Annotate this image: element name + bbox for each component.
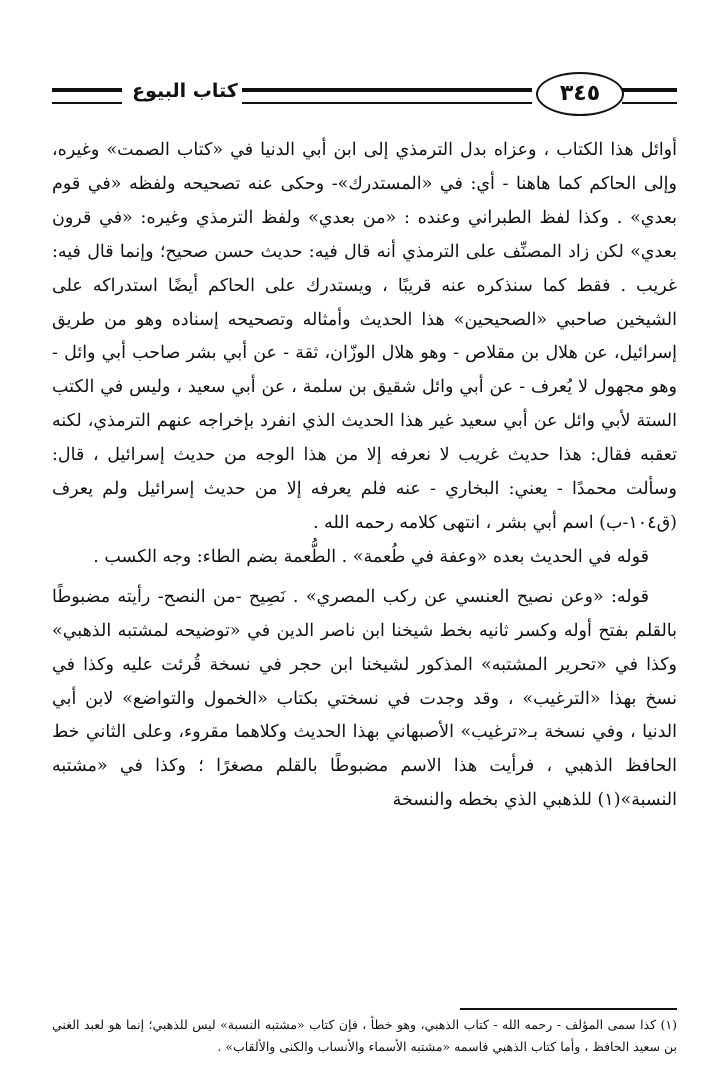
- paragraph-1: أوائل هذا الكتاب ، وعزاه بدل الترمذي إلى ابن أبي الدنيا في «كتاب الصمت» وغيره، وإلى الحاكم كما هاهنا - أي: في «المستدرك»- وحكى عنه تصحيحه ولفظه «في قوم بعدي» . وكذا لفظ الطبراني وعنده : «من بعدي» ولفظ الترمذي وغيره: «في قرون بعدي» لكن زاد المصنِّف على الترمذي أنه قال فيه: حديث حسن صحيح؛ وإنما قال فيه: غريب . فقط كما سنذكره عنه قريبًا ، ويستدرك على الحاكم أيضًا استدراكه على الشيخين صاحبي «الصحيحين» هذا الحديث وأمثاله وتصحيحه إسناده وهو من طريق إسرائيل، عن هلال بن مقلاص - وهو هلال الوزّان، ثقة - عن أبي بشر صاحب أبي وائل - وهو مجهول لا يُعرف - عن أبي وائل شقيق بن سلمة ، عن أبي سعيد ، وليس في الكتب الستة لأبي وائل عن أبي سعيد غير هذا الحديث الذي انفرد بإخراجه عنهم الترمذي، لكنه تعقبه فقال: هذا حديث غريب لا نعرفه إلا من هذا الوجه من حديث إسرائيل ، قال: وسألت محمدًا - يعني: البخاري - عنه فلم يعرفه إلا من حديث إسرائيل ولم يعرف (ق١٠٤-ب) اسم أبي بشر ، انتهى كلامه رحمه الله .: [52, 140, 677, 533]
- header-rule-right: [622, 88, 677, 104]
- page-number: ٣٤٥: [536, 72, 624, 116]
- book-title: كتاب البيوع: [132, 80, 238, 102]
- header-rule-middle: [242, 88, 532, 104]
- page-header: [52, 76, 677, 120]
- footnote: [52, 1014, 677, 1058]
- header-rule-left: [52, 88, 122, 104]
- main-text: [52, 134, 677, 818]
- footnote-separator: [460, 1008, 677, 1010]
- paragraph-3: قوله: «وعن نصيح العنسي عن ركب المصري» . نَصِيح -من النصح- رأيته مضبوطًا بالقلم بفتح أوله وكسر ثانيه بخط شيخنا ابن ناصر الدين في «توضيحه لمشتبه الذهبي» وكذا في «تحرير المشتبه» المذكور لشيخنا ابن حجر في نسخة قُرئت عليه وكذا في نسخ بهذا «الترغيب» ، وقد وجدت في نسختي بكتاب «الخمول والتواضع» لابن أبي الدنيا ، وفي نسخة بـ«ترغيب» الأصبهاني بهذا الحديث وكلاهما مقروء، وعلى الثاني خط الحافظ الذهبي ، فرأيت هذا الاسم مضبوطًا بالقلم مصغرًا ؛ وكذا في «مشتبه النسبة»(١) للذهبي الذي بخطه والنسخة: [52, 586, 677, 811]
- paragraph-2: قوله في الحديث بعده «وعفة في طُعمة» . الطُّعمة بضم الطاء: وجه الكسب .: [93, 546, 649, 567]
- footnote-text: (١) كذا سمى المؤلف - رحمه الله - كتاب الذهبي، وهو خطأ ، فإن كتاب «مشتبه النسبة» ليس للذهبي؛ إنما هو لعبد الغني بن سعيد الحافظ ، وأما كتاب الذهبي فاسمه «مشتبه الأسماء والأنساب والكنى والألقاب» .: [52, 1017, 677, 1054]
